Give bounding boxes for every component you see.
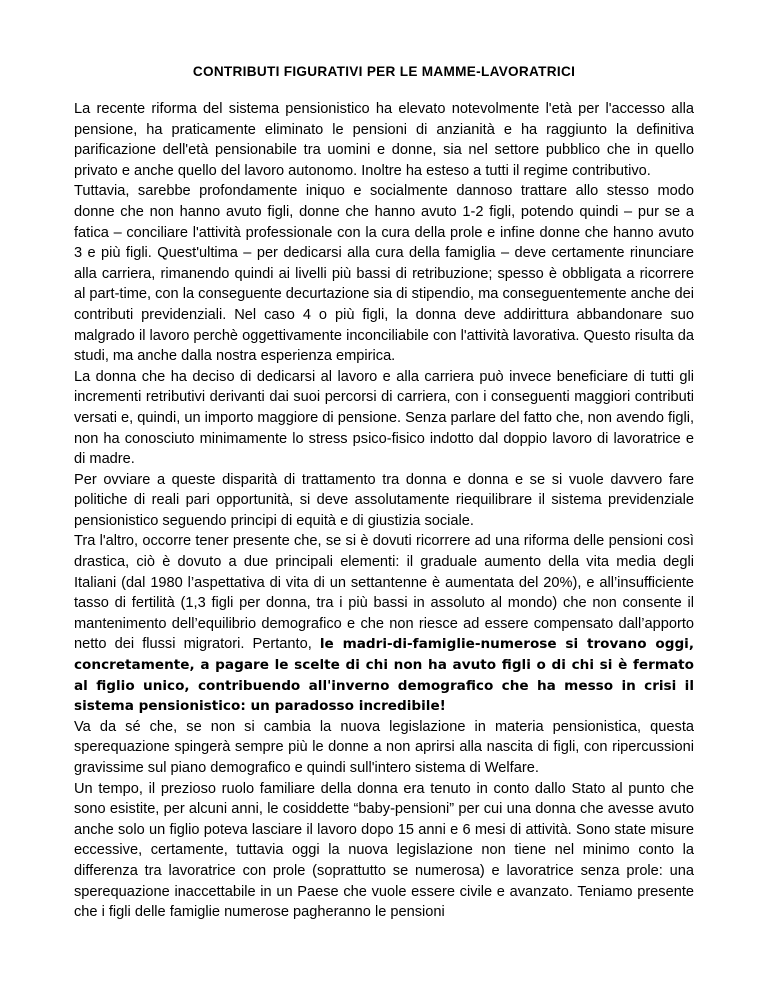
paragraph-un-tempo: Un tempo, il prezioso ruolo familiare della donna era tenuto in conto dallo Stato al punto che sono esistite, per alcuni anni, le cosiddette “baby-pensioni” per cui una donna che avesse avuto anche solo un figlio poteva lasciare il lavoro dopo 15 anni e 6 mesi di attività. Sono state misure eccessive, certamente, tuttavia oggi la nuova legislazione non tiene nel minimo conto la differenza tra lavoratrice con prole (soprattutto se numerosa) e lavoratrice senza prole: una sperequazione inaccettabile in un Paese che vuole essere civile e avanzato. Teniamo presente che i figli delle famiglie numerose pagheranno le pensioni (74, 780, 694, 921)
paragraph-va-da-se: Va da sé che, se non si cambia la nuova legislazione in materia pensionistica, questa sperequazione spingerà sempre più le donne a non aprirsi alla nascita di figli, con ripercussioni gravissime sul piano demografico e quindi sull'intero sistema di Welfare. (74, 718, 694, 776)
paragraph-disparita: Per ovviare a queste disparità di trattamento tra donna e donna e se si vuole davvero fare politiche di reali pari opportunità, si deve assolutamente riequilibrare il sistema previdenziale pensionistico seguendo principi di equità e di giustizia sociale. (74, 471, 694, 529)
document-page (74, 64, 694, 923)
paragraph-riforma: La recente riforma del sistema pensionistico ha elevato notevolmente l'età per l'accesso alla pensione, ha praticamente eliminato le pensioni di anzianità e ha raggiunto la definitiva parificazione dell'età pensionabile tra uomini e donne, sia nel settore pubblico che in quello privato e anche quello del lavoro autonomo. Inoltre ha esteso a tutti il regime contributivo. (74, 101, 694, 179)
document-title: CONTRIBUTI FIGURATIVI PER LE MAMME-LAVORATRICI (192, 64, 576, 79)
paragraph-carriera: La donna che ha deciso di dedicarsi al lavoro e alla carriera può invece beneficiare di tutti gli incrementi retributivi derivanti dai suoi percorsi di carriera, con i conseguenti maggiori contributi versati e, quindi, un importo maggiore di pensione. Senza parlare del fatto che, non avendo figli, non ha conosciuto minimamente lo stress psico-fisico indotto dal doppio lavoro di lavoratrice e di madre. (74, 368, 694, 468)
paragraph-tra-altro (74, 531, 694, 716)
emphasis-paradosso: le madri-di-famiglie-numerose si trovano oggi, concretamente, a pagare le scelte di chi non ha avuto figli o di chi si è fermato al figlio unico, contribuendo all'inverno demografico che ha messo in crisi il sistema pensionistico: un paradosso incredibile! (74, 636, 694, 715)
paragraph-tra-altro-text: Tra l'altro, occorre tener presente che, se si è dovuti ricorrere ad una riforma delle pensioni così drastica, ciò è dovuto a due principali elementi: il graduale aumento della vita media degli Italiani (dal 1980 l’aspettativa di vita di un settantenne è aumentata del 20%), e all’insufficiente tasso di fertilità (1,3 figli per donna, tra i più bassi in assoluto al mondo) che non consente il mantenimento dell’equilibrio demografico e che non riesce ad essere compensato dall’apporto netto dei flussi migratori. Pertanto, (74, 533, 694, 653)
paragraph-tuttavia: Tuttavia, sarebbe profondamente iniquo e socialmente dannoso trattare allo stesso modo donne che non hanno avuto figli, donne che hanno avuto 1-2 figli, potendo quindi – pur se a fatica – conciliare l'attività professionale con la cura della prole e infine donne che hanno avuto 3 e più figli. Quest'ultima – per dedicarsi alla cura della famiglia – deve certamente rinunciare alla carriera, rimanendo quindi ai livelli più bassi di retribuzione; spesso è obbligata a ricorrere al part-time, con la conseguente decurtazione sia di stipendio, ma conseguentemente anche dei contributi previdenziali. Nel caso 4 o più figli, la donna deve addirittura abbandonare suo malgrado il lavoro perchè oggettivamente inconciliabile con l'attività lavorativa. Questo risulta da studi, ma anche dalla nostra esperienza empirica. (74, 183, 694, 365)
